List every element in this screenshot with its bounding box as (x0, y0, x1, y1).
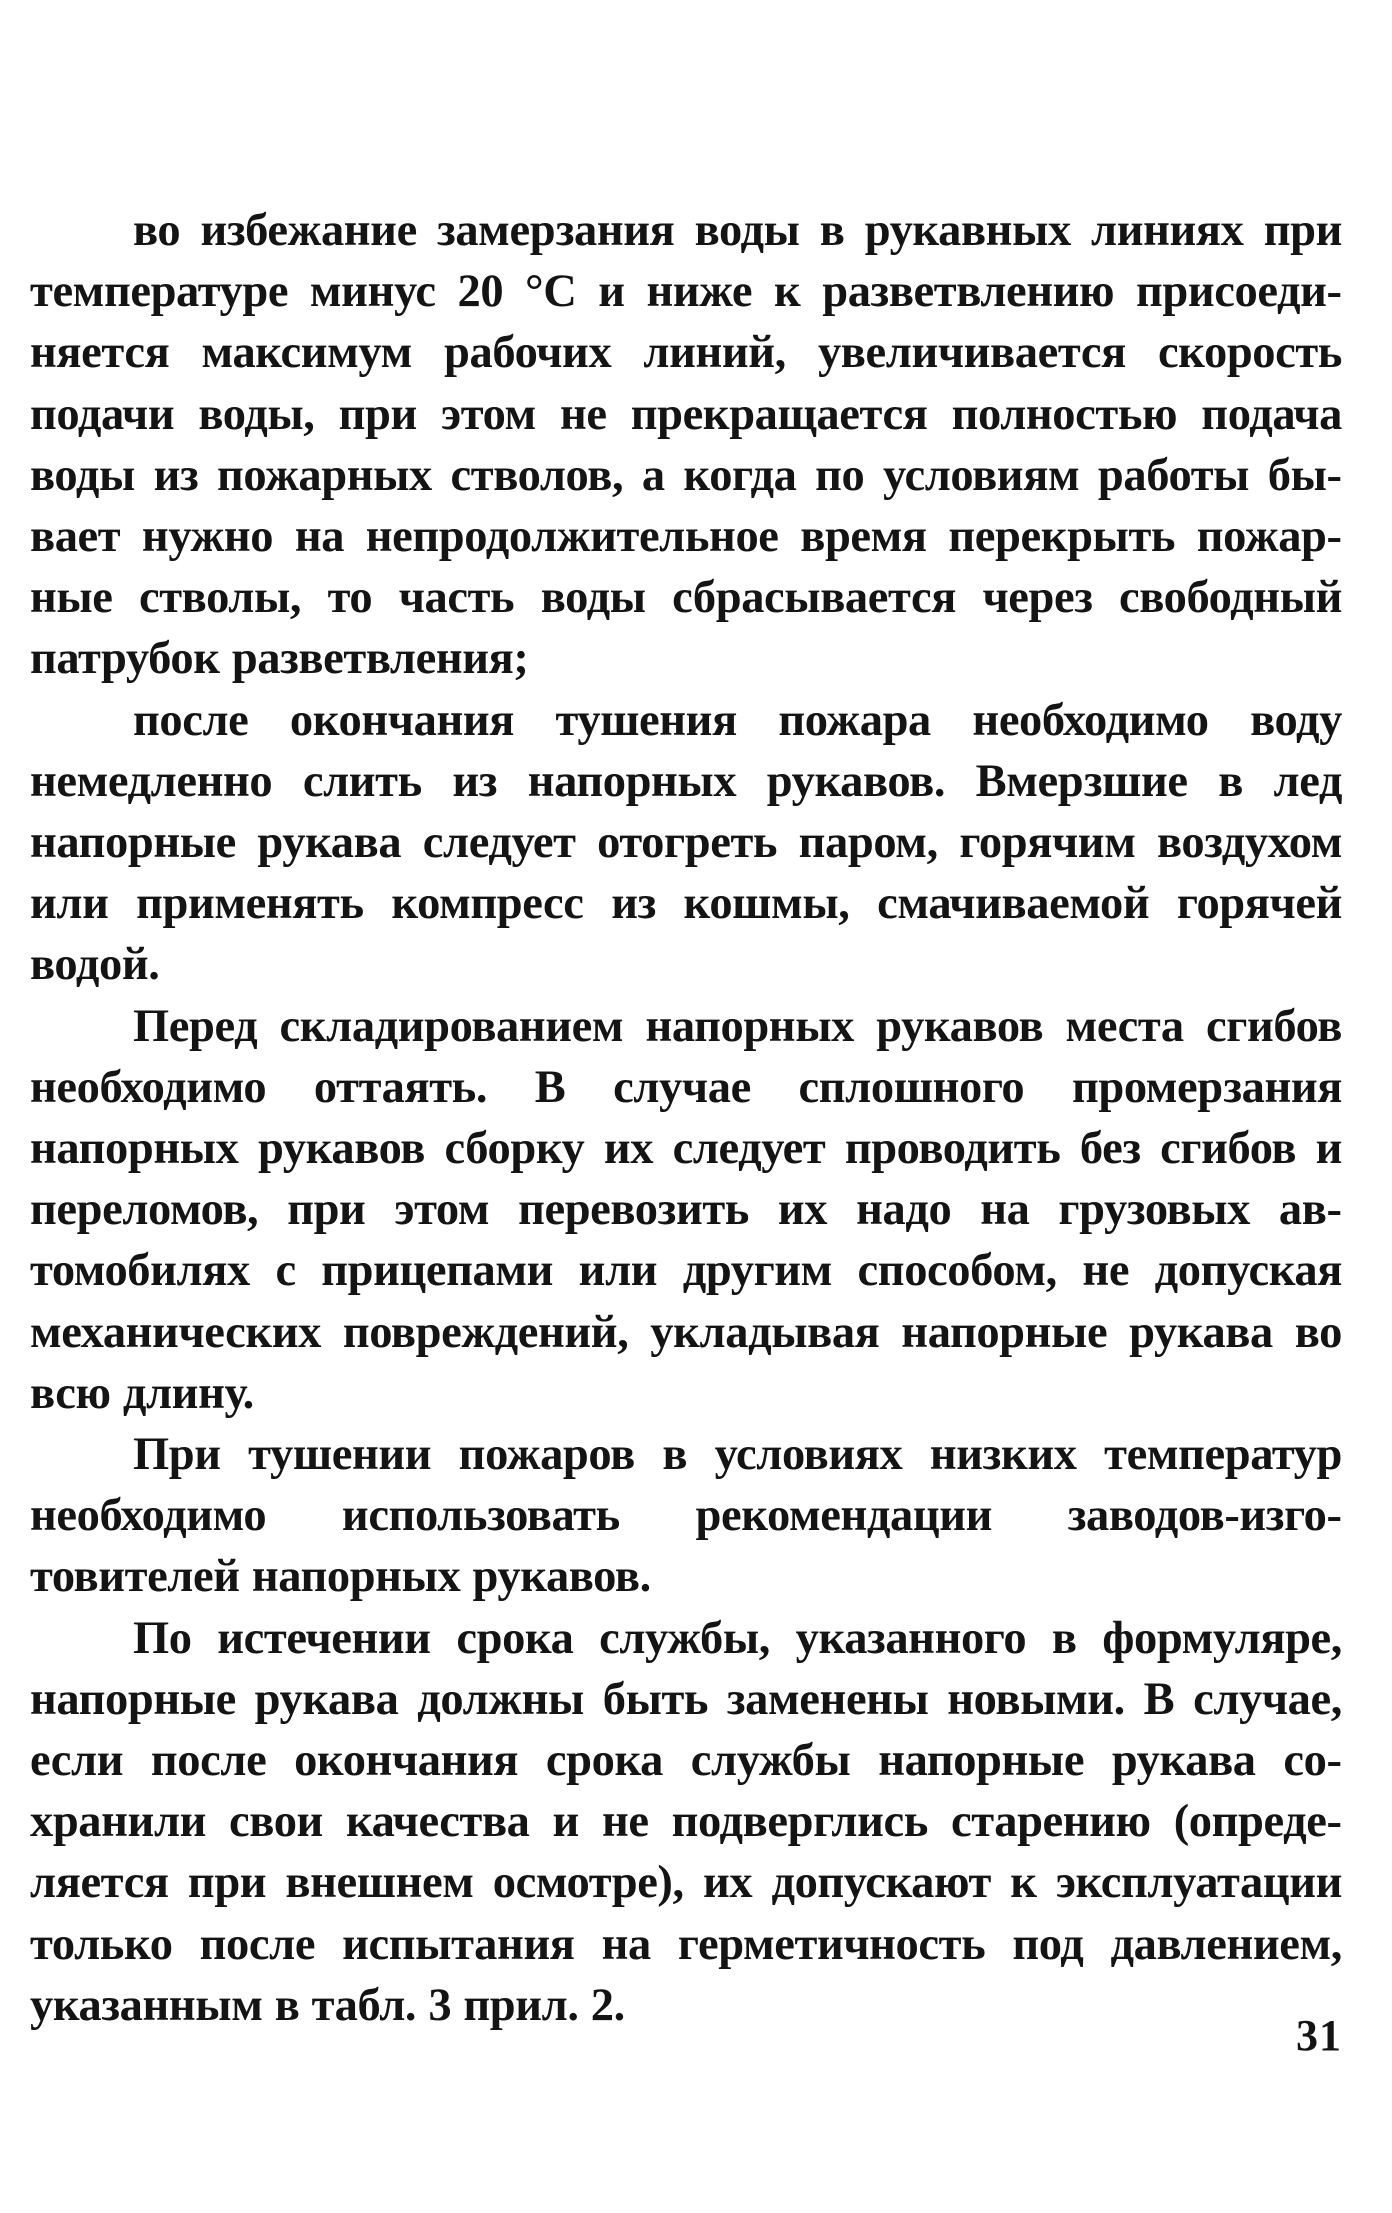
page-body (30, 200, 1342, 2036)
paragraph-3: Перед складированием напорных рукавов места сгибов необходимо оттаять. В случае сплошного промерзания напорных рукавов сборку их следует проводить без сгибов и переломов, при этом перевозить их надо на грузовых автомобилях с прицепами или другим способом, не допуская механических повреждений, укладывая напорные рукава во всю длину. (30, 1000, 1342, 1419)
paragraph-5: По истечении срока службы, указанного в формуляре, напорные рукава должны быть заменены новыми. В случае, если после окончания срока службы напорные рукава сохранили свои качества и не подверглись старению (определяется при внешнем осмотре), их допускают к эксплуатации только после испытания на герметичность под давлением, указанным в табл. 3 прил. 2. (30, 1612, 1342, 2031)
paragraph-1: во избежание замерзания воды в рукавных линиях при температуре минус 20 °С и ниже к разветвлению присоединяется максимум рабочих линий, увеличивается скорость подачи воды, при этом не прекращается полностью подача воды из пожарных стволов, а когда по условиям работы бывает нужно на непродолжительное время перекрыть пожарные стволы, то часть воды сбрасывается через свободный патрубок разветвления; (30, 205, 1342, 685)
paragraph-2: после окончания тушения пожара необходимо воду немедленно слить из напорных рукавов. Вмерзшие в лед напорные рукава следует отогреть паром, горячим воздухом или применять компресс из кошмы, смачиваемой горячей водой. (30, 694, 1342, 991)
page-number: 31 (1296, 2011, 1342, 2060)
paragraph-4: При тушении пожаров в условиях низких температур необходимо использовать рекомендации заводов-изготовителей напорных рукавов. (30, 1429, 1342, 1603)
